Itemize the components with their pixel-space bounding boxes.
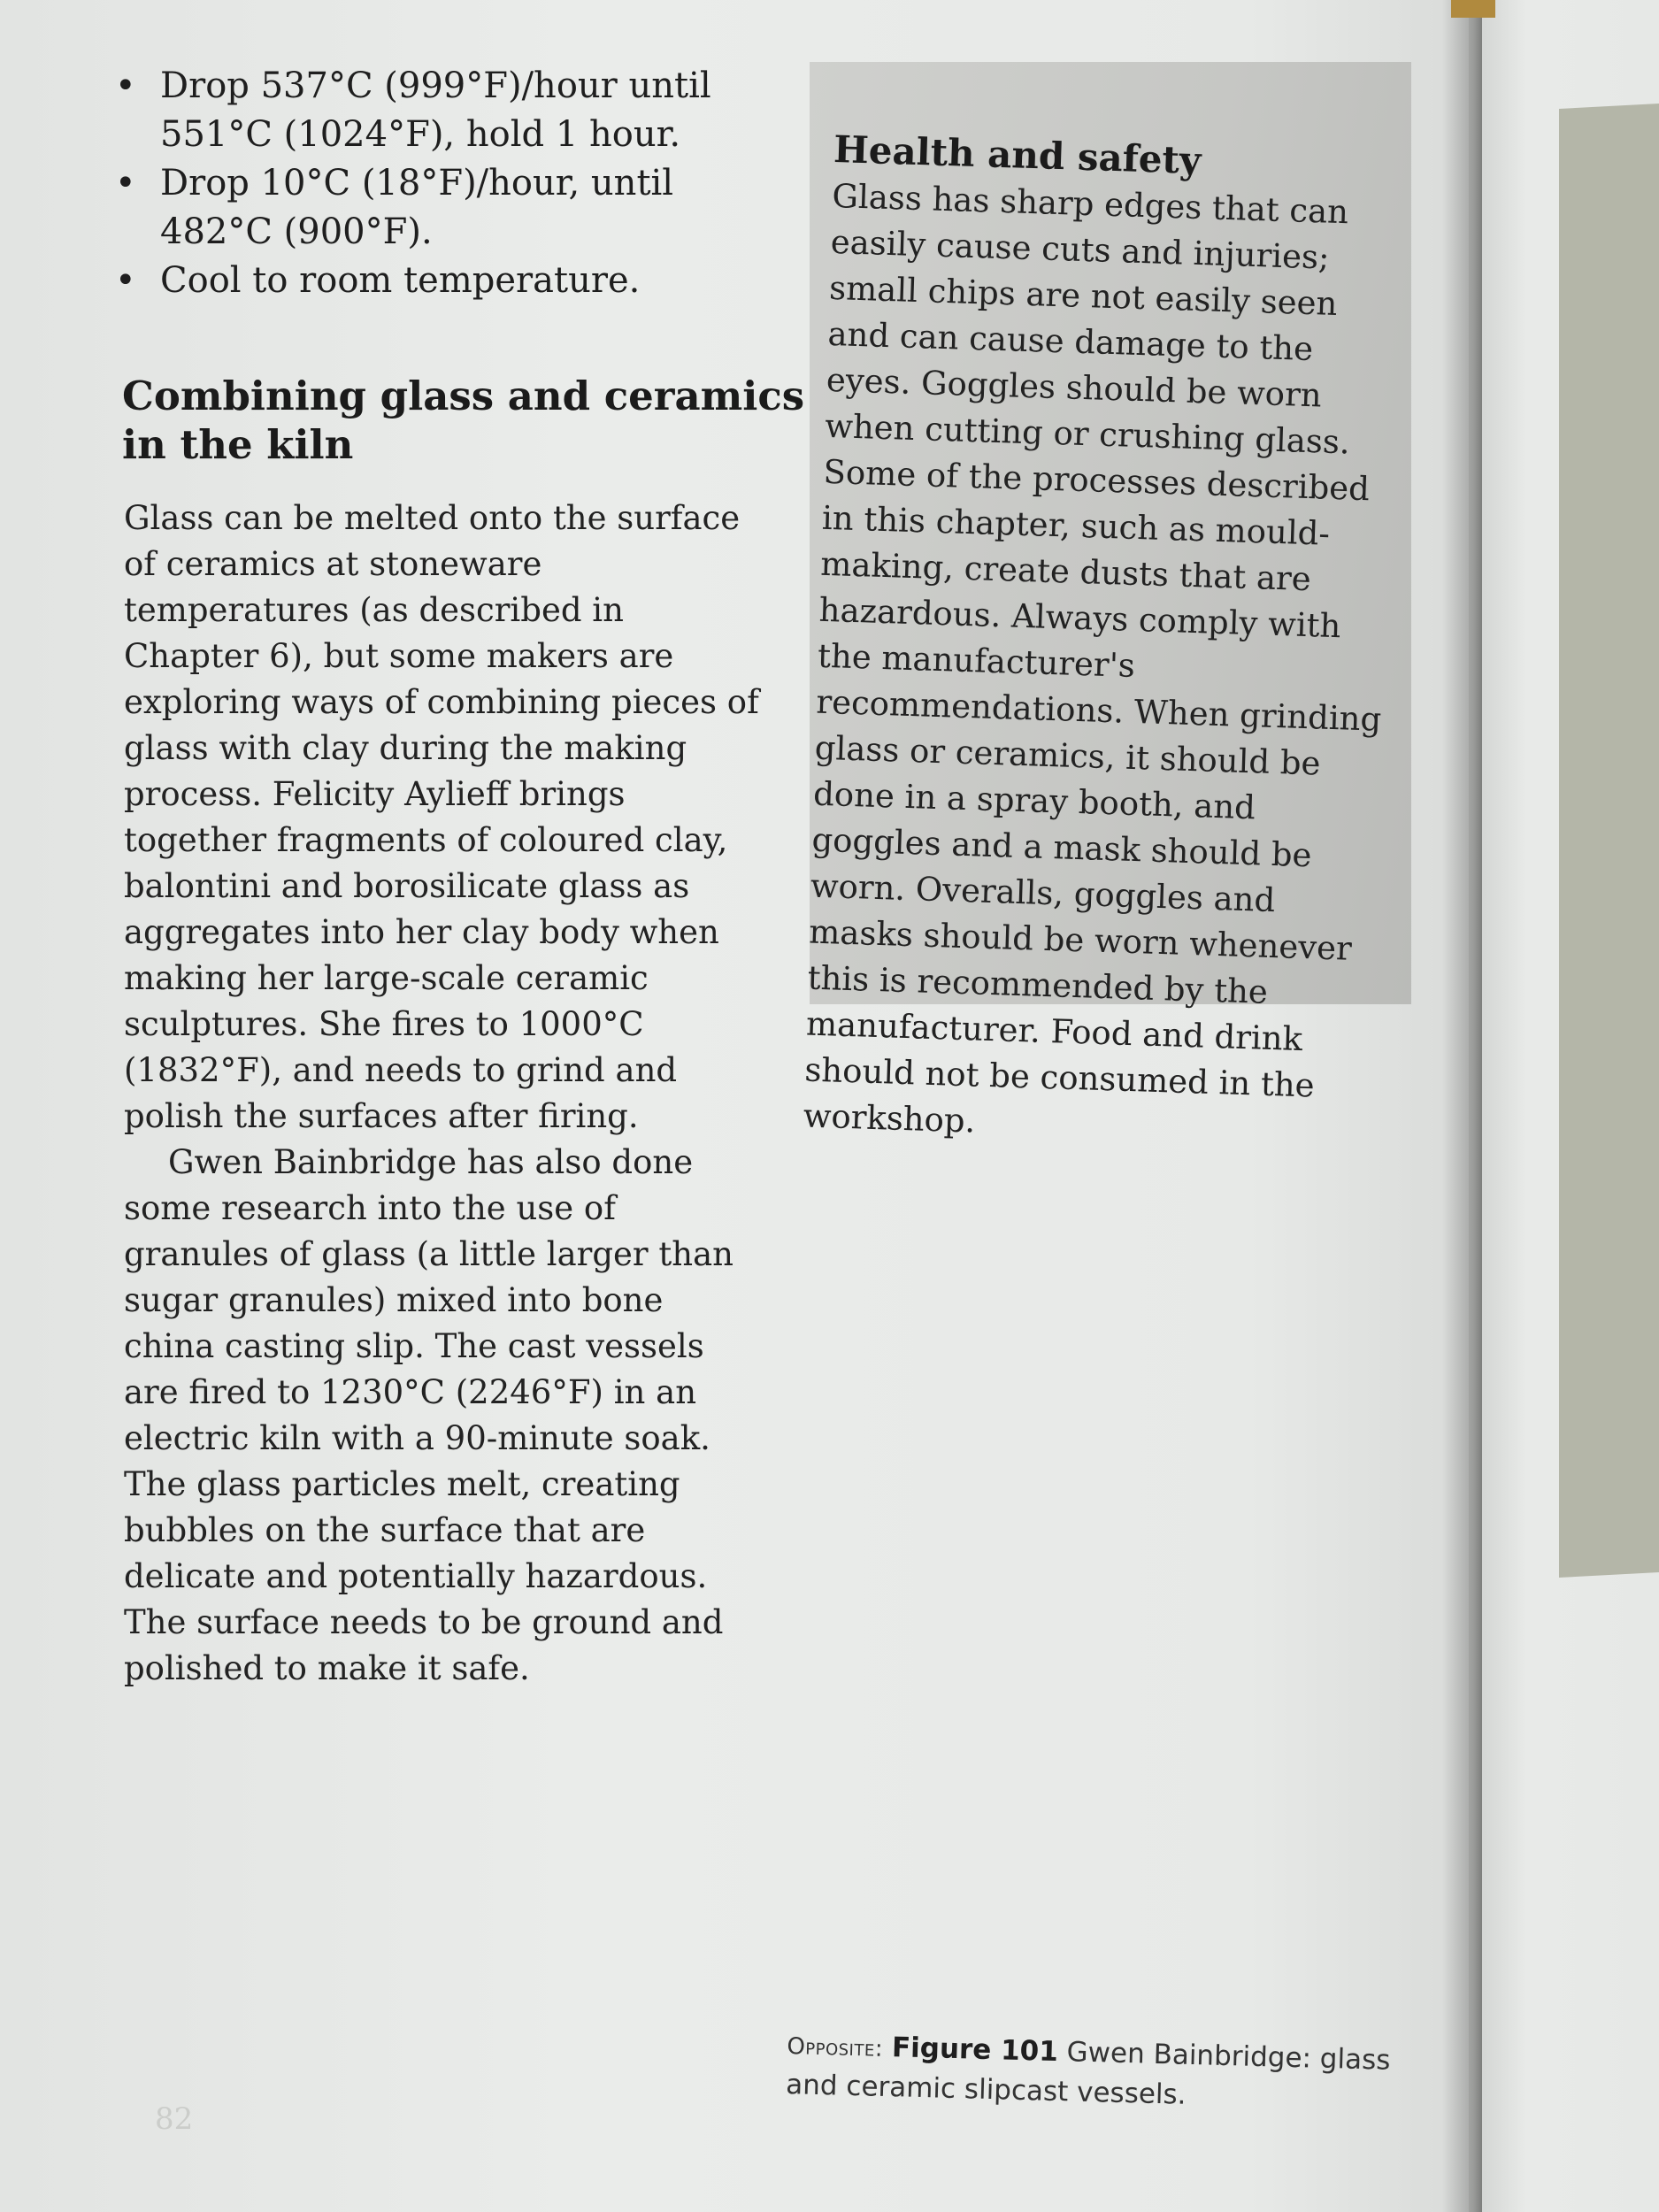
bullet-icon: • bbox=[115, 260, 136, 301]
opposite-figure-photo-edge bbox=[1559, 104, 1659, 1578]
sidebar-heading: Health and safety bbox=[833, 127, 1202, 183]
bullet-icon: • bbox=[115, 65, 136, 106]
caption-text: Gwen Bainbridge: glass and ceramic slipcast vessels. bbox=[785, 2036, 1391, 2111]
firing-schedule-list bbox=[115, 62, 787, 305]
page-number: 82 bbox=[155, 2101, 194, 2137]
list-item bbox=[115, 159, 787, 257]
page-corner bbox=[1451, 0, 1495, 18]
health-safety-box bbox=[803, 62, 1411, 1141]
list-item bbox=[115, 62, 787, 159]
body-text bbox=[124, 495, 761, 1692]
list-item-text: Cool to room temperature. bbox=[160, 260, 641, 301]
paragraph: Glass can be melted onto the surface of ceramics at stoneware temperatures (as described in Chapter 6), but some makers are exploring ways of combining pieces of glass with clay during the making process. Felicity Aylieff brings together fragments of coloured clay, balontini and borosilicate glass as aggregates into her clay body when making her large-scale ceramic sculptures. She fires to 1000°C (1832°F), and needs to grind and polish the surfaces after firing. bbox=[124, 499, 759, 1135]
sidebar-text: Glass has sharp edges that can easily cause cuts and injuries; small chips are not easily seen and can cause damage to the eyes. Goggles should be worn when cutting or crushing glass. Some of the processes described in this chapter, such as mould-making, create dusts that are hazardous. Always comply with the manufacturer's recommendations. When grinding glass or ceramics, it should be done in a spray booth, and goggles and a mask should be worn. Overalls, goggles and masks should be worn whenever this is recommended by the manufacturer. Food and drink should not be consumed in the workshop. bbox=[803, 176, 1382, 1141]
paragraph: Gwen Bainbridge has also done some research into the use of granules of glass (a little larger than sugar granules) mixed into bone china casting slip. The cast vessels are fired to 1230°C (2246°F) in an electric kiln with a 90-minute soak. The glass particles melt, creating bubbles on the surface that are delicate and potentially hazardous. The surface needs to be ground and polished to make it safe. bbox=[124, 1143, 733, 1687]
list-item bbox=[115, 257, 787, 305]
book-gutter bbox=[1442, 0, 1486, 2212]
figure-caption bbox=[786, 2026, 1425, 2121]
bullet-icon: • bbox=[115, 163, 136, 204]
caption-label: Opposite: bbox=[787, 2032, 884, 2062]
list-item-text: Drop 537°C (999°F)/hour until 551°C (1024°F), hold 1 hour. bbox=[160, 65, 711, 155]
caption-figure-number: Figure 101 bbox=[891, 2032, 1059, 2069]
list-item-text: Drop 10°C (18°F)/hour, until 482°C (900°F). bbox=[160, 163, 674, 252]
health-safety-content bbox=[803, 126, 1409, 1157]
section-heading: Combining glass and ceramics in the kiln bbox=[122, 373, 805, 468]
